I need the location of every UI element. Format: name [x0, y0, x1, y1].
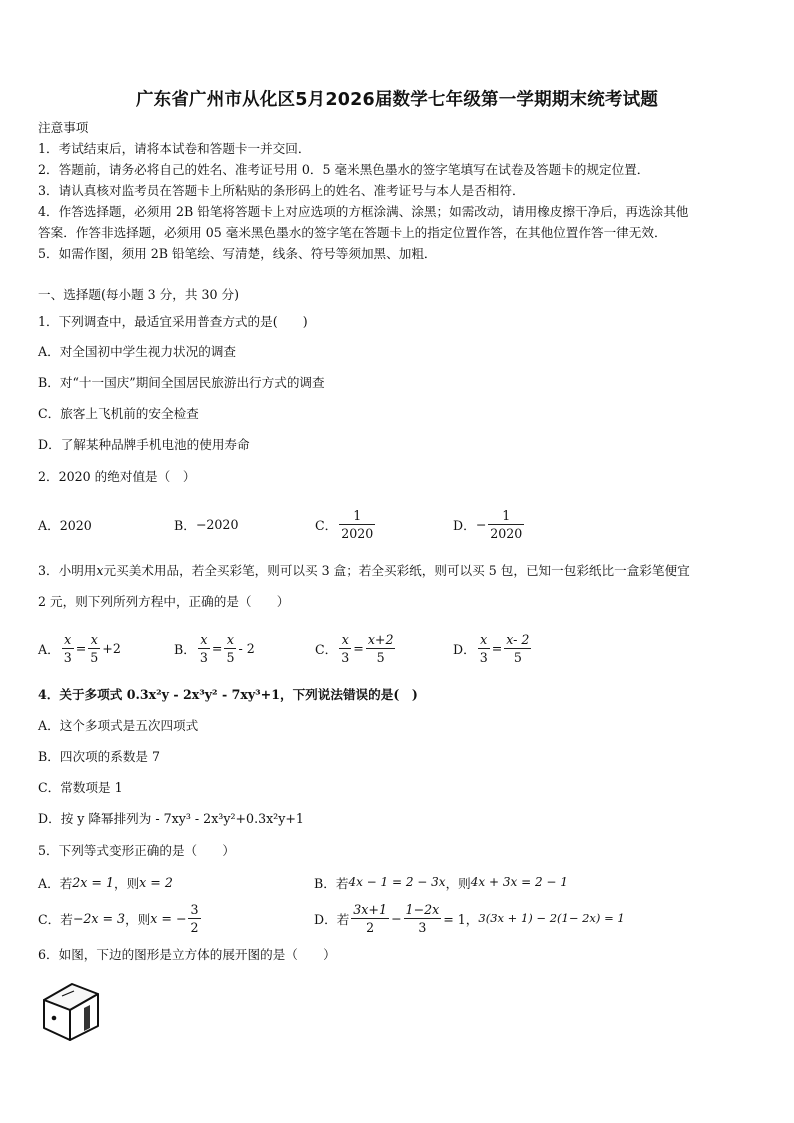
- q5-d-res: 3(3x + 1) − 2(1− 2x) = 1: [478, 911, 625, 925]
- q3-option-d: [453, 628, 533, 668]
- q3-b-eq: =: [211, 640, 223, 656]
- q5-d-num2: 1−2x: [405, 901, 440, 917]
- q3-a-tail: +2: [102, 640, 121, 656]
- q3-d-den1: 3: [479, 649, 488, 665]
- q4-option-d: D．按 y 降幂排列为 - 7xy³ - 2x³y²+0.3x²y+1: [38, 811, 304, 826]
- q5-d-eq1: = 1，: [443, 911, 479, 927]
- q5-d-frac1: [351, 902, 389, 935]
- q1-option-b: B．对“十一国庆”期间全国居民旅游出行方式的调查: [38, 375, 325, 390]
- q3-a-frac2: [88, 632, 100, 665]
- q5-c-frac: [188, 902, 200, 935]
- q3-c-num1: x: [339, 632, 351, 649]
- q2-option-b: [174, 506, 238, 542]
- notice-heading: 注意事项: [38, 120, 89, 135]
- q3-c-frac1: [339, 632, 351, 665]
- q3-c-num2: x+2: [367, 631, 394, 647]
- q5-b-eq: 4x − 1 = 2 − 3x: [348, 875, 446, 889]
- q5-c-mid: ，则: [125, 911, 151, 927]
- q2-b-value: −2020: [195, 516, 239, 532]
- q5-d-frac2: [404, 902, 442, 935]
- q3-d-num1: x: [478, 632, 490, 649]
- q2-d-sign: −: [475, 516, 487, 532]
- q3-stem-line1: [38, 563, 690, 579]
- q2-d-num: 1: [488, 508, 524, 525]
- q5-option-c: [38, 898, 203, 938]
- q3-a-num2: x: [88, 632, 100, 649]
- notice-item-3: 3．请认真核对监考员在答题卡上所粘贴的条形码上的姓名、准考证号与本人是否相符．: [38, 183, 525, 198]
- q4-option-c: C．常数项是 1: [38, 780, 123, 795]
- notice-item-1: 1．考试结束后，请将本试卷和答题卡一并交回．: [38, 141, 311, 156]
- q2-d-label: D．: [453, 517, 476, 533]
- q5-b-pre: B．若: [314, 875, 349, 891]
- q3-b-num2: x: [224, 632, 236, 649]
- q2-d-den: 2020: [490, 525, 523, 541]
- q5-a-pre: A．若: [38, 875, 73, 891]
- q5-b-res: 4x + 3x = 2 − 1: [470, 875, 568, 889]
- q3-option-a: [38, 628, 121, 668]
- q3-b-tail: - 2: [238, 640, 255, 656]
- q3-c-eq: =: [353, 640, 364, 656]
- q3-d-frac1: [478, 632, 490, 665]
- notice-item-4: 4．作答选择题，必须用 2B 铅笔将答题卡上对应选项的方框涂满、涂黑；如需改动，请用橡皮擦干净后，再选涂其他: [38, 204, 689, 219]
- notice-item-4-cont: 答案．作答非选择题，必须用 05 毫米黑色墨水的签字笔在答题卡上的指定位置作答，在其他位置作答一律无效．: [38, 225, 667, 240]
- q3-b-frac2: [224, 632, 236, 665]
- q1-stem: 1．下列调查中，最适宜采用普查方式的是( ): [38, 314, 308, 329]
- q5-c-pre: C．若: [38, 911, 73, 927]
- q2-option-d: [453, 504, 526, 544]
- q3-b-den2: 5: [226, 649, 235, 665]
- q6-stem: 6．如图，下边的图形是立方体的展开图的是（ ）: [38, 947, 336, 962]
- q3-d-label: D．: [453, 641, 476, 657]
- q3-d-eq: =: [491, 640, 503, 656]
- q2-option-c: [315, 504, 377, 544]
- q2-c-fraction: [339, 508, 375, 541]
- q2-option-a: [38, 506, 92, 542]
- q2-d-fraction: [488, 508, 524, 541]
- q1-option-a: A．对全国初中学生视力状况的调查: [38, 344, 237, 359]
- q3-stem-a: 3．小明用: [38, 563, 97, 578]
- q3-a-den1: 3: [63, 649, 72, 665]
- q5-a-res: x = 2: [139, 874, 173, 890]
- q5-c-num: 3: [190, 901, 199, 917]
- q3-d-num2: x- 2: [506, 631, 530, 647]
- q3-b-label: B．: [174, 641, 196, 657]
- q3-a-frac1: [62, 632, 74, 665]
- q5-c-eq: −2x = 3: [72, 910, 126, 926]
- q3-stem-b: 元买美术用品，若全买彩笔，则可以买 3 盒；若全买彩纸，则可以买 5 包，已知一包彩纸比一盒彩笔便宜: [103, 563, 690, 578]
- q5-d-den1: 2: [366, 919, 375, 935]
- q3-c-label: C．: [315, 641, 338, 657]
- q2-c-label: C．: [315, 517, 338, 533]
- q3-a-label: A．: [38, 641, 60, 657]
- q1-option-c: C．旅客上飞机前的安全检查: [38, 406, 199, 421]
- q5-d-num1: 3x+1: [353, 901, 387, 917]
- q2-stem: 2．2020 的绝对值是（ ）: [38, 469, 196, 484]
- q5-a-mid: ，则: [113, 875, 140, 891]
- q3-b-frac1: [198, 632, 210, 665]
- q5-d-minus: −: [390, 910, 402, 926]
- q3-d-frac2: [504, 632, 531, 665]
- q3-stem-line2: 2 元，则下列所列方程中，正确的是（ ）: [38, 594, 290, 609]
- q2-a-text: A．2020: [38, 517, 92, 533]
- q5-d-den2: 3: [418, 919, 427, 935]
- q5-option-d: [314, 898, 625, 938]
- notice-item-2: 2．答题前，请务必将自己的姓名、准考证号用 0．5 毫米黑色墨水的签字笔填写在试卷及答题卡的规定位置．: [38, 162, 650, 177]
- cube-figure: [40, 980, 102, 1044]
- q3-c-frac2: [366, 632, 396, 665]
- q3-c-den1: 3: [341, 649, 350, 665]
- q5-c-den: 2: [190, 919, 199, 935]
- section-heading: 一、选择题(每小题 3 分，共 30 分): [38, 287, 240, 302]
- q4-option-b: B．四次项的系数是 7: [38, 749, 161, 764]
- q3-option-b: [174, 628, 255, 668]
- q5-b-mid: ，则: [445, 875, 471, 891]
- q5-c-res-lhs: x = −: [150, 910, 187, 926]
- notice-item-5: 5．如需作图，须用 2B 铅笔绘、写清楚，线条、符号等须加黑、加粗．: [38, 246, 437, 261]
- q2-c-den: 2020: [341, 525, 374, 541]
- q3-a-eq: =: [75, 640, 87, 656]
- q3-b-num1: x: [198, 632, 210, 649]
- q5-stem: 5．下列等式变形正确的是（ ）: [38, 843, 235, 858]
- page-title: 广东省广州市从化区5月2026届数学七年级第一学期期末统考试题: [135, 90, 659, 110]
- q1-option-d: D．了解某种品牌手机电池的使用寿命: [38, 437, 250, 452]
- q3-option-c: [315, 628, 397, 668]
- q3-a-num1: x: [62, 632, 74, 649]
- q5-d-pre: D．若: [314, 911, 350, 927]
- q3-c-den2: 5: [376, 649, 385, 665]
- q2-c-num: 1: [339, 508, 375, 525]
- q4-stem: 4．关于多项式 0.3x²y - 2x³y² - 7xy³+1，下列说法错误的是( ): [38, 687, 418, 702]
- q3-b-den1: 3: [199, 649, 208, 665]
- q5-a-eq: 2x = 1: [72, 874, 114, 890]
- q3-d-den2: 5: [513, 649, 522, 665]
- q4-option-a: A．这个多项式是五次四项式: [38, 718, 199, 733]
- q3-a-den2: 5: [90, 649, 99, 665]
- q5-option-a: [38, 872, 173, 892]
- q5-option-b: [314, 872, 568, 892]
- q2-b-label: B．: [174, 517, 196, 533]
- q3-stem-var: x: [96, 563, 104, 578]
